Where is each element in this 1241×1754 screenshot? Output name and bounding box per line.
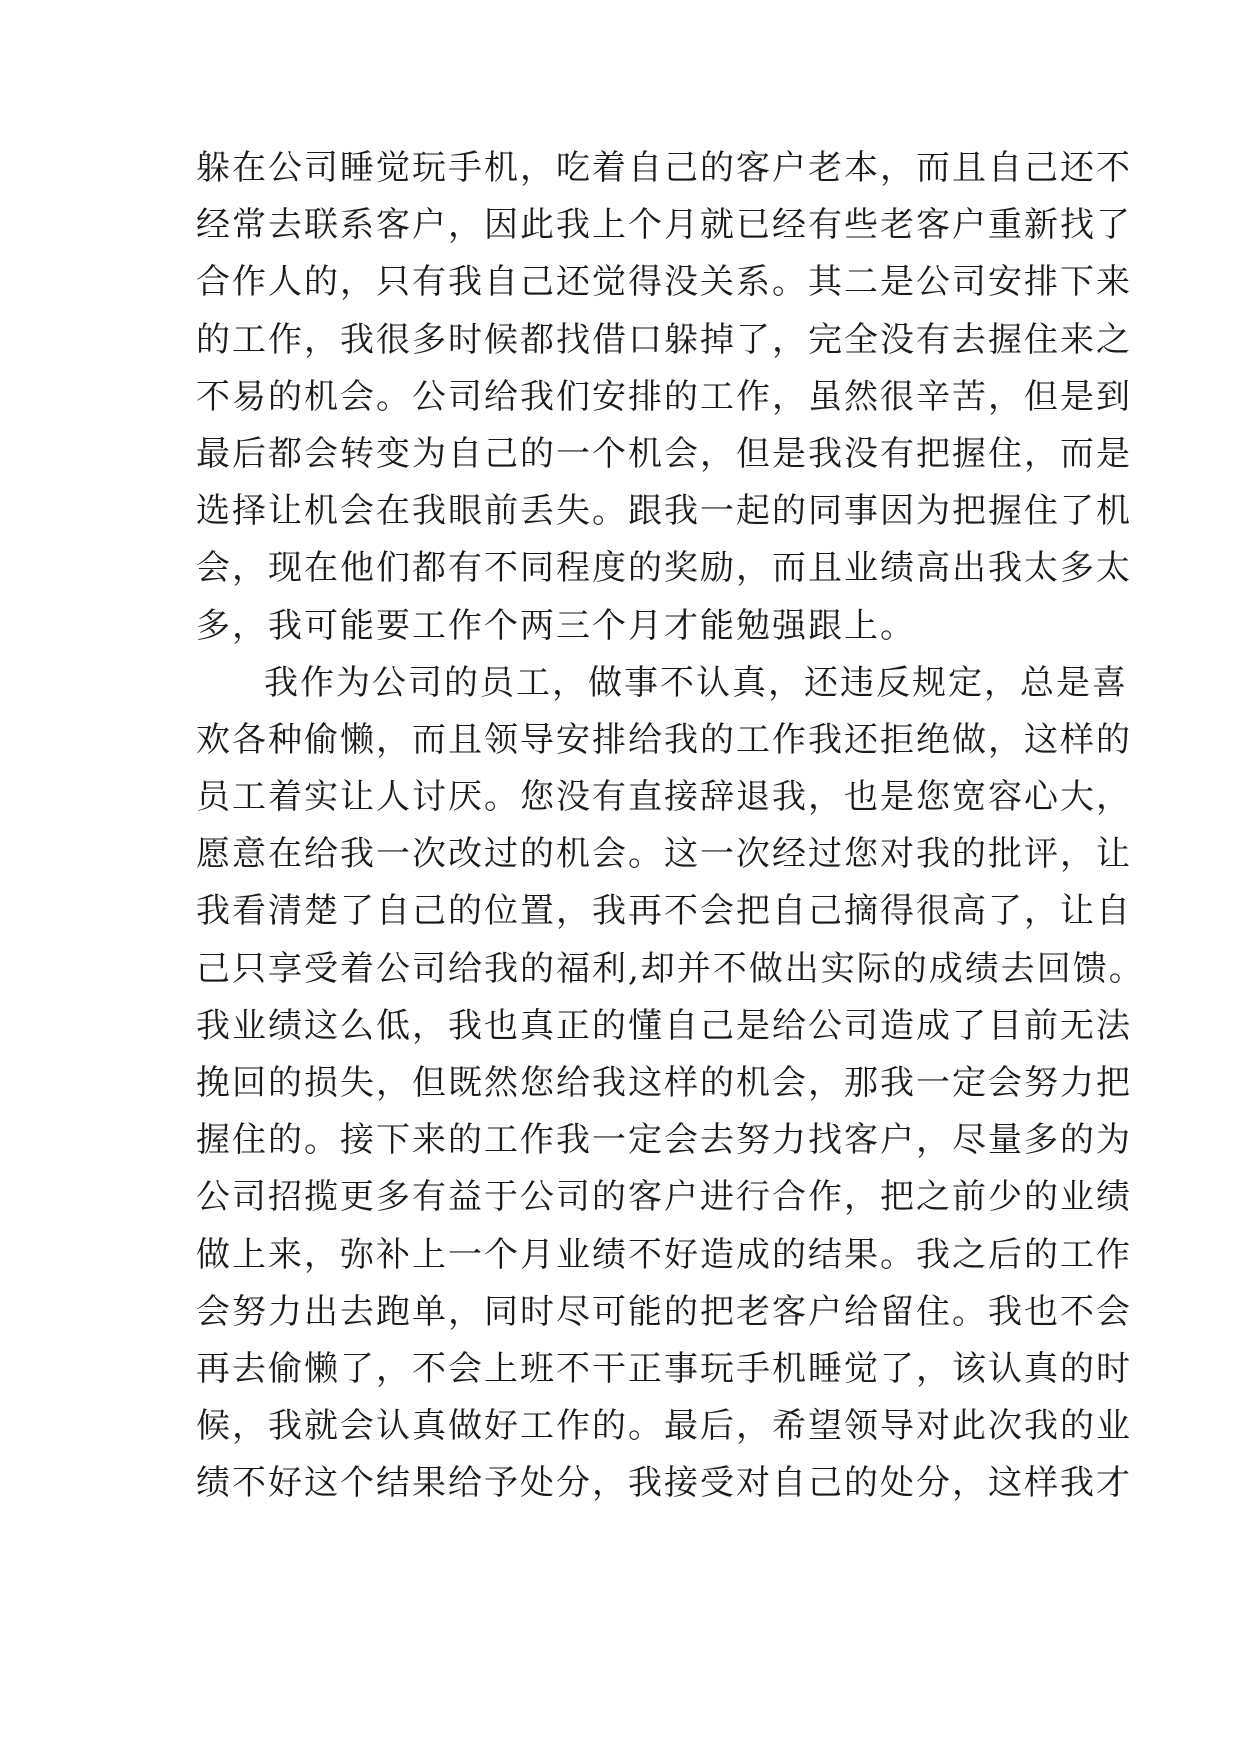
paragraph-1	[196, 140, 1132, 655]
text-line: 合作人的，只有我自己还觉得没关系。其二是公司安排下来	[196, 262, 1132, 303]
text-line: 经常去联系客户，因此我上个月就已经有些老客户重新找了	[196, 205, 1132, 246]
text-line: 不易的机会。公司给我们安排的工作，虽然很辛苦，但是到	[196, 376, 1132, 417]
text-line: 会努力出去跑单，同时尽可能的把老客户给留住。我也不会	[196, 1291, 1132, 1332]
text-line: 躲在公司睡觉玩手机，吃着自己的客户老本，而且自己还不	[196, 148, 1132, 188]
text-line: 我作为公司的员工，做事不认真，还违反规定，总是喜	[264, 662, 1128, 703]
text-line: 选择让机会在我眼前丢失。跟我一起的同事因为把握住了机	[196, 491, 1132, 532]
text-line: 握住的。接下来的工作我一定会去努力找客户，尽量多的为	[196, 1120, 1132, 1161]
text-line: 我业绩这么低，我也真正的懂自己是给公司造成了目前无法	[196, 1005, 1132, 1046]
text-line: 做上来，弥补上一个月业绩不好造成的结果。我之后的工作	[196, 1234, 1132, 1275]
text-line: 我看清楚了自己的位置，我再不会把自己摘得很高了，让自	[196, 891, 1132, 932]
text-line: 再去偷懒了，不会上班不干正事玩手机睡觉了，该认真的时	[196, 1348, 1132, 1389]
text-line: 愿意在给我一次改过的机会。这一次经过您对我的批评，让	[196, 834, 1132, 875]
text-line: 会，现在他们都有不同程度的奖励，而且业绩高出我太多太	[196, 548, 1132, 589]
text-line: 己只享受着公司给我的福利,却并不做出实际的成绩去回馈。	[196, 948, 1145, 989]
text-line: 挽回的损失，但既然您给我这样的机会，那我一定会努力把	[196, 1063, 1132, 1103]
text-line: 员工着实让人讨厌。您没有直接辞退我，也是您宽容心大，	[196, 777, 1132, 818]
text-line: 欢各种偷懒，而且领导安排给我的工作我还拒绝做，这样的	[196, 719, 1132, 760]
text-line: 多，我可能要工作个两三个月才能勉强跟上。	[196, 605, 916, 646]
text-line: 候，我就会认真做好工作的。最后，希望领导对此次我的业	[196, 1406, 1132, 1447]
paragraph-2	[196, 655, 1145, 1513]
text-line: 公司招揽更多有益于公司的客户进行合作，把之前少的业绩	[196, 1177, 1132, 1218]
text-line: 的工作，我很多时候都找借口躲掉了，完全没有去握住来之	[196, 319, 1132, 360]
document-body	[196, 140, 1145, 1513]
text-line: 绩不好这个结果给予处分，我接受对自己的处分，这样我才	[196, 1463, 1132, 1504]
text-line: 最后都会转变为自己的一个机会，但是我没有把握住，而是	[196, 433, 1132, 474]
